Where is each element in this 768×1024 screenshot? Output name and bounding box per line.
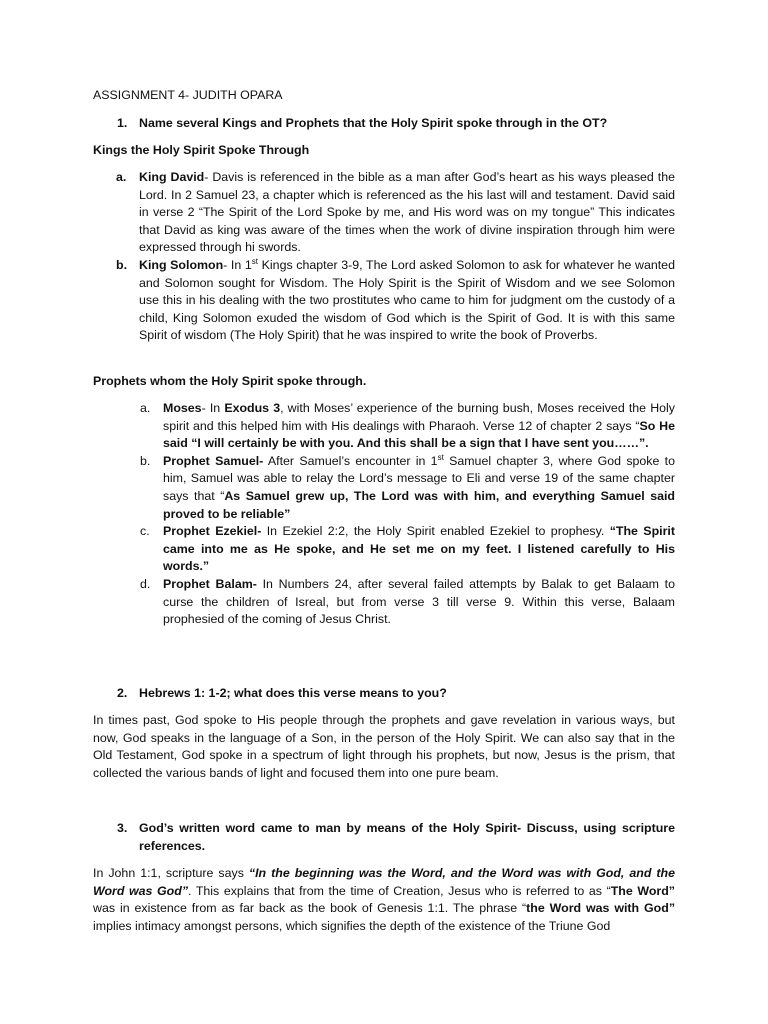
prophet-text: - In — [201, 401, 225, 415]
list-item — [93, 523, 675, 576]
king-name: King Solomon — [139, 257, 224, 272]
prophet-name: Moses — [163, 401, 202, 415]
list-item — [93, 169, 675, 257]
emphasis: The Word” — [610, 883, 675, 898]
question-text: Name several Kings and Prophets that the Holy Spirit spoke through in the OT? — [139, 116, 608, 130]
document-title: ASSIGNMENT 4- JUDITH OPARA — [93, 88, 283, 102]
answer-3 — [93, 865, 675, 935]
prophet-text: In Ezekiel 2:2, the Holy Spirit enabled Ezekiel to prophesy. — [261, 524, 610, 539]
scripture-quote: “The Spirit came into me as He spoke, and He set me on my feet. I listened carefully to His words.” — [163, 524, 675, 574]
list-marker: a. — [140, 401, 151, 415]
scripture-quote: “In the beginning was the Word, and the Word was with God, and the Word was God” — [93, 866, 675, 898]
answer-text: implies intimacy amongst persons, which signifies the depth of the existence of the Triune God — [93, 918, 611, 933]
prophet-text: In Numbers 24, after several failed attempts by Balak to get Balaam to curse the children of Isreal, but from verse 3 till verse 9. Within this verse, Balaam prophesied of the coming of Jesus Christ. — [163, 576, 675, 627]
question-number: 3. — [117, 821, 128, 835]
scripture-quote: As Samuel grew up, The Lord was with him, and everything Samuel said proved to be reliable” — [163, 488, 676, 521]
prophets-list — [93, 400, 675, 629]
list-marker: c. — [140, 524, 150, 539]
king-description: - Davis is referenced in the bible as a man after God’s heart as his ways pleased the Lord. In 2 Samuel 23, a chapter which is referenced as the his last will and testament. David said in verse 2 “The Spirit of the Lord Spoke by me, and His word was on my tongue” This indicates that David as king was aware of the times when the work of divine inspiration through him were expressed through hi swords. — [139, 170, 675, 255]
ordinal-suffix: st — [251, 256, 259, 266]
question-3 — [93, 820, 675, 855]
list-marker: d. — [140, 576, 151, 591]
prophets-heading: Prophets whom the Holy Spirit spoke through. — [93, 374, 367, 388]
prophet-name: Prophet Samuel- — [163, 453, 264, 468]
prophet-text: , with Moses’ experience of the burning bush, Moses received the Holy spirit and this helped him with His dealings with Pharaoh. Verse 12 of chapter 2 says “ — [163, 401, 675, 433]
list-item — [93, 576, 675, 629]
prophet-name: Prophet Ezekiel- — [163, 524, 262, 539]
question-1 — [93, 115, 675, 133]
kings-list — [93, 169, 675, 345]
list-marker: b. — [116, 257, 128, 272]
kings-heading: Kings the Holy Spirit Spoke Through — [93, 143, 310, 157]
list-marker: a. — [116, 170, 127, 184]
scripture-quote: So He said “I will certainly be with you. And this shall be a sign that I have sent you……”. — [163, 418, 675, 451]
prophet-text: Samuel chapter 3, where God spoke to him, Samuel was able to relay the Lord’s message to Eli and verse 19 of the same chapter says that “ — [163, 453, 675, 503]
question-number: 2. — [117, 686, 128, 700]
king-name: King David — [139, 170, 205, 184]
prophet-text: After Samuel’s encounter in 1 — [263, 453, 438, 468]
list-item — [93, 453, 675, 523]
scripture-ref: Exodus 3 — [224, 401, 281, 415]
question-text: God’s written word came to man by means of the Holy Spirit- Discuss, using scripture references. — [139, 821, 675, 853]
list-marker: b. — [140, 453, 151, 468]
king-description-cont: Kings chapter 3-9, The Lord asked Solomon to ask for whatever he wanted and Solomon sought for Wisdom. The Holy Spirit is the Spirit of Wisdom and we see Solomon use this in his dealing with the two prostitutes who came to him for judgment om the custody of a child, King Solomon exuded the wisdom of God which is the Spirit of God. It is with this same Spirit of wisdom (The Holy Spirit) that he was inspired to write the book of Proverbs. — [139, 257, 675, 343]
prophet-name: Prophet Balam- — [163, 576, 257, 591]
king-description: - In 1 — [223, 257, 252, 272]
list-item — [93, 257, 675, 345]
question-2 — [93, 685, 675, 703]
answer-2: In times past, God spoke to His people through the prophets and gave revelation in various ways, but now, God speaks in the language of a Son, in the person of the Holy Spirit. We can also say that in the Old Testament, God spoke in a spectrum of light through his prophets, but now, Jesus is the prism, that collected the various bands of light and focused them into one pure beam. — [93, 713, 675, 780]
answer-text: . This explains that from the time of Creation, Jesus who is referred to as “ — [188, 883, 611, 898]
emphasis: the Word was with God” — [526, 901, 676, 916]
list-item — [93, 400, 675, 453]
answer-text: In John 1:1, scripture says — [93, 866, 249, 880]
answer-text: was in existence from as far back as the book of Genesis 1:1. The phrase “ — [93, 901, 527, 916]
question-number: 1. — [117, 116, 128, 130]
ordinal-suffix: st — [437, 452, 444, 462]
question-text: Hebrews 1: 1-2; what does this verse means to you? — [139, 686, 447, 700]
